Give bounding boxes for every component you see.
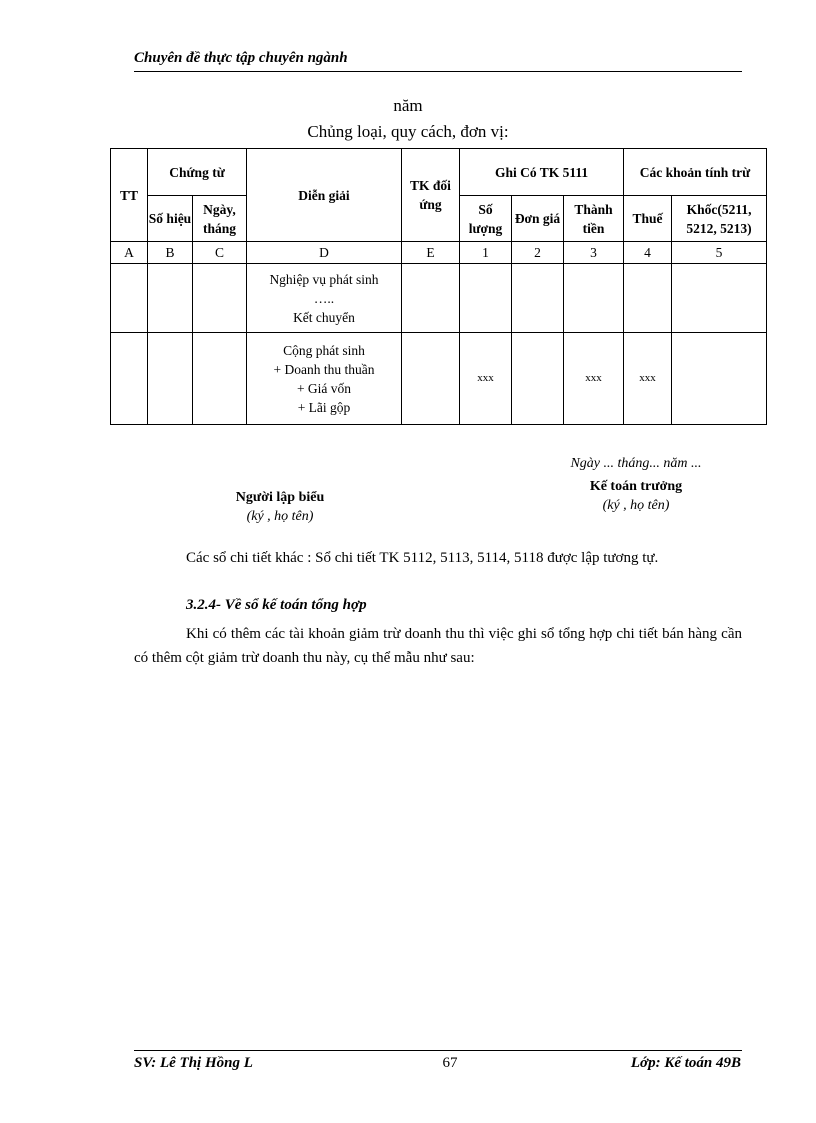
- description-line: Nghiệp vụ phát sinh: [269, 271, 379, 287]
- header-cac-khoan-tinh-tru: Các khoản tính trừ: [624, 149, 767, 196]
- table-title-year: năm: [393, 96, 423, 115]
- row2-thanh-tien: xxx: [564, 333, 624, 425]
- paragraph-other-ledgers: Các sổ chi tiết khác : Sổ chi tiết TK 5112, 5113, 5114, 5118 được lập tương tự.: [186, 550, 659, 566]
- index-cell: C: [193, 242, 247, 264]
- row2-description: [247, 333, 402, 425]
- page-header: Chuyên đề thực tập chuyên ngành: [134, 50, 348, 66]
- table-row: [111, 264, 767, 333]
- header-chung-tu: Chứng từ: [148, 149, 247, 196]
- chief-accountant-note: (ký , họ tên): [602, 498, 670, 513]
- index-cell: B: [148, 242, 193, 264]
- description-line: + Giá vốn: [296, 380, 352, 396]
- section-heading: 3.2.4- Về sổ kế toán tổng hợp: [186, 597, 367, 613]
- sales-detail-ledger-table: [110, 148, 767, 425]
- row2-thue: xxx: [624, 333, 672, 425]
- page-number: 67: [442, 1055, 458, 1071]
- index-cell: 1: [460, 242, 512, 264]
- footer-rule: [134, 1050, 742, 1051]
- header-ghi-co: Ghi Có TK 5111: [460, 149, 624, 196]
- row1-description: [247, 264, 402, 333]
- index-row: [111, 242, 767, 264]
- header-thanh-tien: Thành tiền: [564, 196, 624, 242]
- header-ngay-thang: Ngày, tháng: [193, 196, 247, 242]
- index-cell: 4: [624, 242, 672, 264]
- index-cell: E: [402, 242, 460, 264]
- row2-so-luong: xxx: [460, 333, 512, 425]
- description-line: + Doanh thu thuần: [273, 361, 375, 377]
- paragraph-general-ledger: Khi có thêm các tài khoản giảm trừ doanh thu thì việc ghi sổ tổng hợp chi tiết bán hàng cần có thêm cột giảm trừ doanh thu này, cụ thể mẫu như sau:: [134, 626, 742, 666]
- signature-chief-accountant: [546, 479, 726, 514]
- description-line: Kết chuyển: [293, 309, 355, 325]
- index-cell: D: [247, 242, 402, 264]
- index-cell: 5: [672, 242, 767, 264]
- table-row: [111, 333, 767, 425]
- header-tk-doi-ung: TK đối ứng: [402, 149, 460, 242]
- header-dien-giai: Diễn giải: [247, 149, 402, 242]
- signature-date: Ngày ... tháng... năm ...: [570, 456, 702, 471]
- header-khac: Khốc(5211, 5212, 5213): [672, 196, 767, 242]
- header-so-luong: Số lượng: [460, 196, 512, 242]
- index-cell: 3: [564, 242, 624, 264]
- header-so-hieu: Số hiệu: [148, 196, 193, 242]
- header-tt: TT: [111, 149, 148, 242]
- header-rule: [134, 71, 742, 72]
- footer-student: SV: Lê Thị Hồng L: [134, 1055, 253, 1071]
- header-don-gia: Đơn giá: [512, 196, 564, 242]
- index-cell: 2: [512, 242, 564, 264]
- preparer-note: (ký , họ tên): [246, 509, 314, 524]
- signature-preparer: [190, 490, 370, 525]
- description-line: Cộng phát sinh: [283, 342, 365, 358]
- footer-class: Lớp: Kế toán 49B: [630, 1055, 741, 1071]
- description-line: …..: [313, 290, 335, 306]
- chief-accountant-title: Kế toán trưởng: [589, 479, 683, 494]
- index-cell: A: [111, 242, 148, 264]
- table-title-spec: Chủng loại, quy cách, đơn vị:: [307, 122, 509, 141]
- preparer-title: Người lập biểu: [235, 490, 325, 505]
- description-line: + Lãi gộp: [297, 399, 351, 415]
- header-thue: Thuế: [624, 196, 672, 242]
